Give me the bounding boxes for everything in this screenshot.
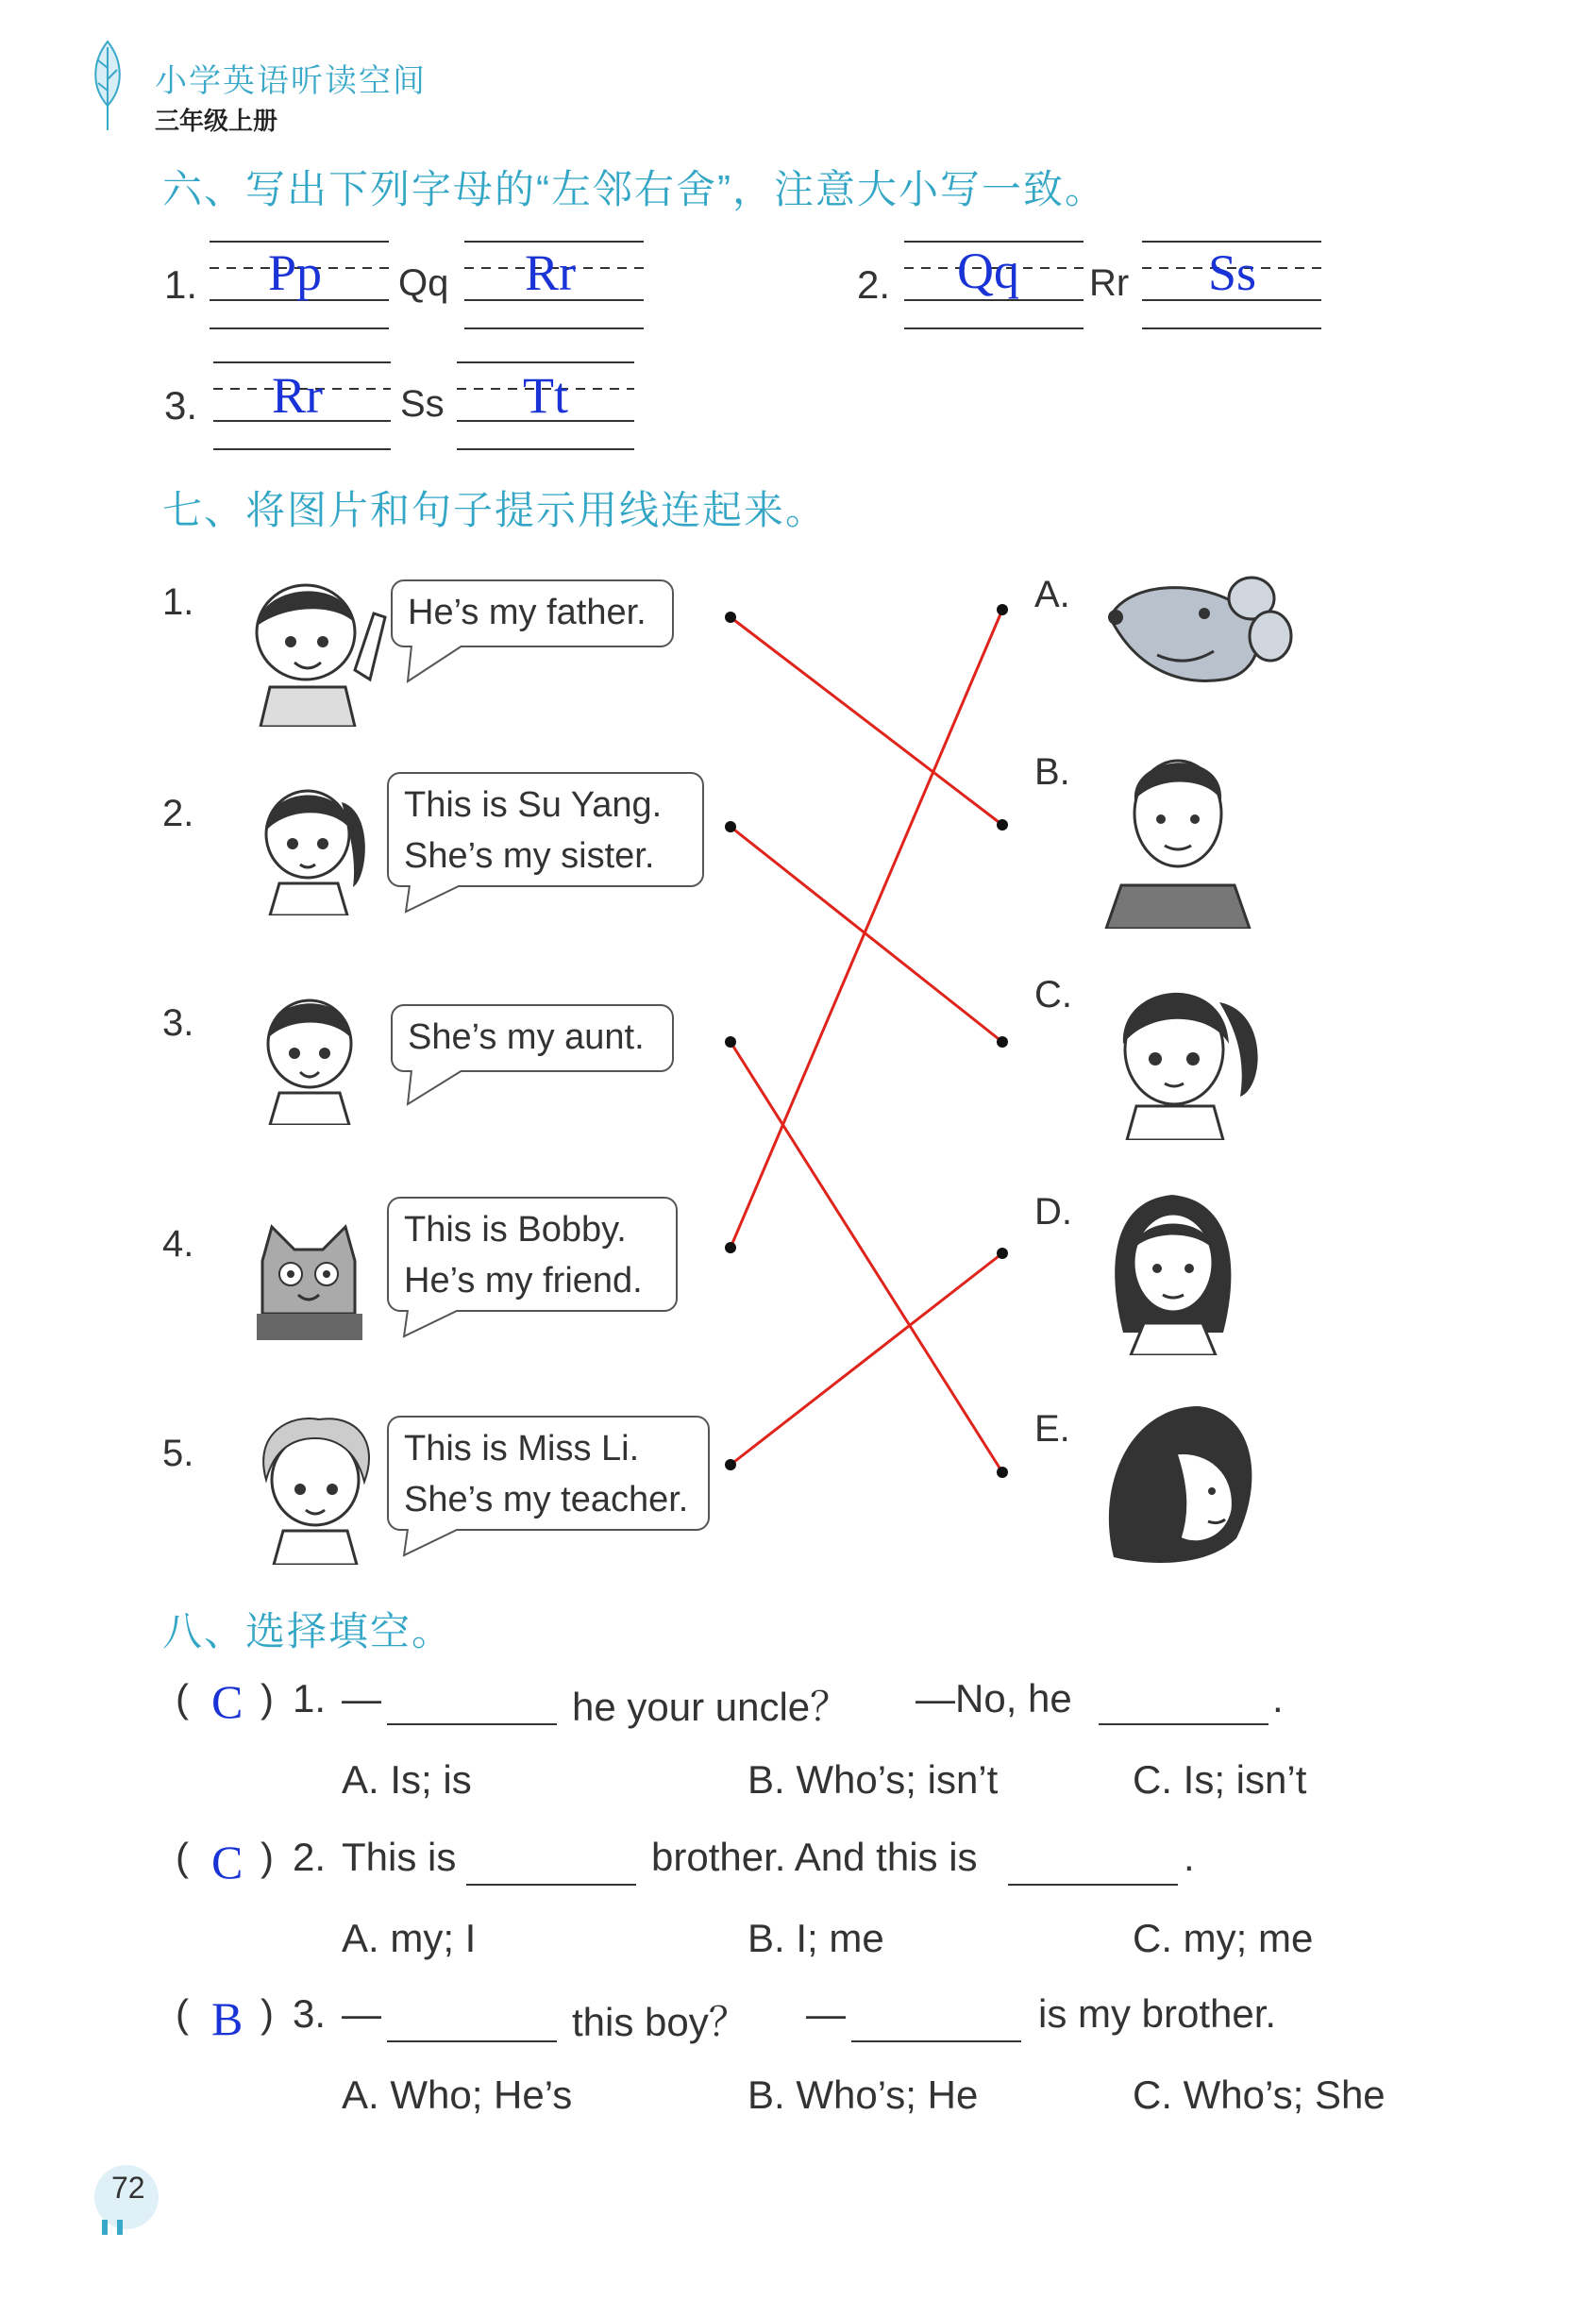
match-line-4	[731, 610, 1002, 1248]
bubble4-line1: This is Bobby.	[404, 1210, 627, 1250]
book-title: 小学英语听读空间	[155, 63, 427, 99]
s8-q1-option-a: A. Is; is	[342, 1757, 472, 1802]
match-dot	[997, 819, 1008, 831]
s6-item2-left-answer: Qq	[957, 243, 1019, 299]
s7-item5-number: 5.	[162, 1433, 194, 1474]
s8-q1-blank1	[387, 1691, 557, 1725]
s8-q1-close-paren: )	[260, 1676, 274, 1720]
s8-q2-close-paren: )	[260, 1835, 274, 1879]
s7-label-B: B.	[1034, 751, 1070, 793]
match-line-2	[731, 827, 1002, 1042]
match-dot	[725, 1242, 736, 1253]
s6-item2-number: 2.	[857, 262, 891, 307]
s7-item2-number: 2.	[162, 793, 194, 834]
s8-q1-option-b: B. Who’s; isn’t	[748, 1757, 999, 1802]
s6-item1-right-answer: Rr	[525, 244, 576, 301]
s7-item3-number: 3.	[162, 1002, 194, 1044]
s8-q2-option-a: A. my; I	[342, 1916, 477, 1960]
s8-q1-answer: C	[211, 1675, 244, 1728]
bubble3-line1: She’s my aunt.	[408, 1017, 645, 1057]
s6-item2-right-answer: Ss	[1208, 244, 1257, 301]
s8-q2-blank2	[1008, 1852, 1178, 1886]
match-dot	[725, 1036, 736, 1048]
match-line-1	[731, 617, 1002, 825]
s7-item4-number: 4.	[162, 1223, 194, 1265]
s8-q3-option-b: B. Who’s; He	[748, 2073, 979, 2117]
s7-label-D: D.	[1034, 1191, 1072, 1233]
s6-item1-given: Qq	[398, 262, 449, 304]
s8-q2-text2: brother. And this is	[651, 1835, 978, 1879]
s8-q1-blank2	[1099, 1691, 1268, 1725]
s8-q2-open-paren: (	[176, 1835, 189, 1879]
bubble5-line2: She’s my teacher.	[404, 1480, 689, 1519]
s8-q3-text: this boy？	[572, 2000, 748, 2044]
bubble1-line1: He’s my father.	[408, 593, 647, 632]
s8-q1-open-paren: (	[176, 1676, 189, 1720]
match-dot	[997, 1248, 1008, 1259]
s8-q1-reply: —No, he	[916, 1676, 1072, 1720]
s8-q3-number: 3.	[293, 1991, 327, 2036]
s7-item1-number: 1.	[162, 581, 194, 623]
s8-q2-answer: C	[211, 1836, 244, 1888]
s8-q3-dash2: —	[806, 1991, 846, 2036]
s8-q3-close-paren: )	[260, 1991, 274, 2036]
s8-q1-number: 1.	[293, 1676, 327, 1720]
s8-q3-option-a: A. Who; He’s	[342, 2073, 573, 2117]
bubble2-line2: She’s my sister.	[404, 836, 655, 876]
s6-item2-given: Rr	[1089, 262, 1130, 304]
s8-q2-number: 2.	[293, 1835, 327, 1879]
s8-q1-dash: —	[342, 1676, 381, 1720]
s6-item1-number: 1.	[164, 262, 198, 307]
match-line-5	[731, 1253, 1002, 1465]
s8-q3-end: is my brother.	[1038, 1991, 1277, 2036]
match-dot	[725, 612, 736, 623]
s8-q2-blank1	[466, 1852, 636, 1886]
s8-q2-option-c: C. my; me	[1133, 1916, 1314, 1960]
bubble5-line1: This is Miss Li.	[404, 1429, 640, 1468]
match-dot	[725, 821, 736, 832]
section6-title: 六、写出下列字母的“左邻右舍”，注意大小写一致。	[162, 167, 1106, 211]
s8-q3-option-c: C. Who’s; She	[1133, 2073, 1386, 2117]
s7-label-A: A.	[1034, 574, 1070, 615]
s8-q3-dash1: —	[342, 1991, 381, 2036]
s6-item3-right-answer: Tt	[523, 367, 568, 424]
page-number: 72	[111, 2171, 145, 2205]
section7-title: 七、将图片和句子提示用线连起来。	[162, 488, 828, 532]
s8-q2-option-b: B. I; me	[748, 1916, 884, 1960]
s7-label-E: E.	[1034, 1408, 1070, 1450]
s8-q3-open-paren: (	[176, 1991, 189, 2036]
s7-label-C: C.	[1034, 974, 1072, 1015]
s6-item3-left-answer: Rr	[272, 367, 323, 424]
book-subtitle: 三年级上册	[155, 107, 278, 135]
section8-title: 八、选择填空。	[162, 1609, 454, 1653]
s6-item1-left-answer: Pp	[268, 244, 323, 301]
s6-item3-number: 3.	[164, 383, 198, 428]
s8-q3-answer: B	[211, 1992, 244, 2045]
match-dot	[997, 604, 1008, 615]
match-line-3	[731, 1042, 1002, 1472]
s8-q2-end: .	[1184, 1835, 1195, 1879]
match-dot	[725, 1459, 736, 1470]
s8-q1-end: .	[1272, 1676, 1284, 1720]
s8-q1-option-c: C. Is; isn’t	[1133, 1757, 1307, 1802]
bubble4-line2: He’s my friend.	[404, 1261, 643, 1301]
s8-q3-blank1	[387, 2008, 557, 2042]
s6-item3-given: Ss	[400, 383, 445, 425]
s8-q2-text1: This is	[342, 1835, 457, 1879]
s8-q3-blank2	[851, 2008, 1021, 2042]
s8-q1-text: he your uncle？	[572, 1685, 850, 1729]
bubble2-line1: This is Su Yang.	[404, 785, 663, 825]
match-dot	[997, 1036, 1008, 1048]
match-dot	[997, 1467, 1008, 1478]
